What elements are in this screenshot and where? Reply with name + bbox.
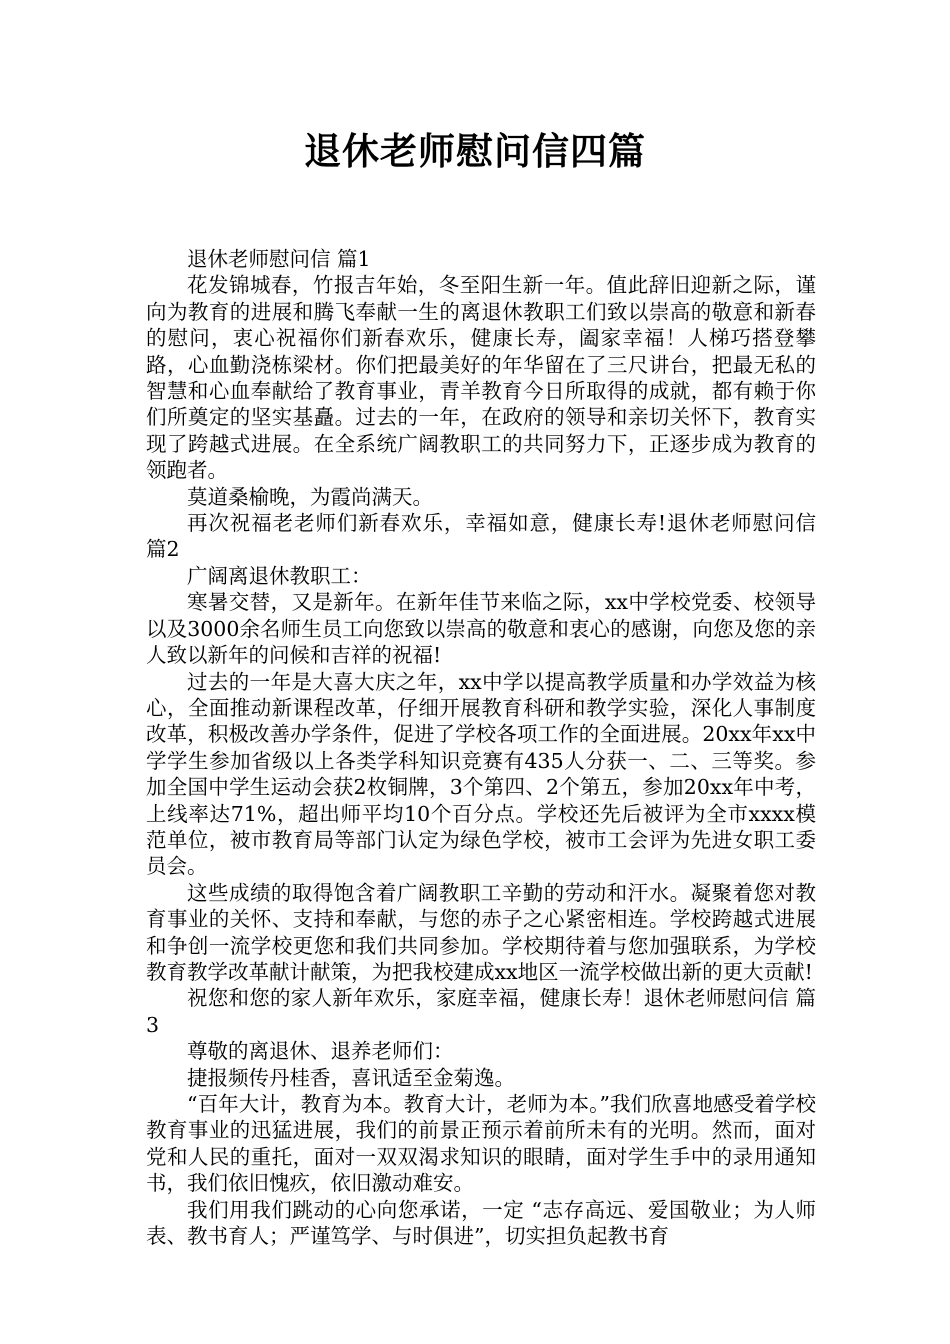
paragraph: 花发锦城春，竹报吉年始，冬至阳生新一年。值此辞旧迎新之际，谨向为教育的进展和腾飞奉献一生的离退休教职工们致以崇高的敬意和新春的慰问，衷心祝福你们新春欢乐，健康长寿，阖家幸福！人梯巧搭登攀路，心血勤浇栋梁材。你们把最美好的年华留在了三尺讲台，把最无私的智慧和心血奉献给了教育事业，青羊教育今日所取得的成就，都有赖于你们所奠定的坚实基矗。过去的一年，在政府的领导和亲切关怀下，教育实现了跨越式进展。在全系统广阔教职工的共同努力下，正逐步成为教育的领跑者。 (146, 273, 816, 483)
paragraph: 我们用我们跳动的心向您承诺，一定 “志存高远、爱国敬业；为人师表、教书育人；严谨笃学、与时俱进”，切实担负起教书育 (146, 1197, 816, 1249)
paragraph: “百年大计，教育为本。教育大计，老师为本。”我们欣喜地感受着学校教育事业的迅猛进展，我们的前景正预示着前所未有的光明。然而，面对党和人民的重托，面对一双双渴求知识的眼睛，面对学生手中的录用通知书，我们依旧愧疚，依旧激动难安。 (146, 1092, 816, 1196)
paragraph: 过去的一年是大喜大庆之年，xx中学以提高教学质量和办学效益为核心，全面推动新课程改革，仔细开展教育科研和教学实验，深化人事制度改革，积极改善办学条件，促进了学校各项工作的全面进展。20xx年xx中学学生参加省级以上各类学科知识竞赛有435人分获一、二、三等奖。参加全国中学生运动会获2枚铜牌，3个第四、2个第五，参加20xx年中考，上线率达71%，超出师平均10个百分点。学校还先后被评为全市xxxx模范单位，被市教育局等部门认定为绿色学校，被市工会评为先进女职工委员会。 (146, 669, 816, 879)
paragraph: 这些成绩的取得饱含着广阔教职工辛勤的劳动和汗水。凝聚着您对教育事业的关怀、支持和奉献，与您的赤子之心紧密相连。学校跨越式进展和争创一流学校更您和我们共同参加。学校期待着与您加强联系，为学校教育教学改革献计献策，为把我校建成xx地区一流学校做出新的更大贡献! (146, 880, 816, 984)
document-body (146, 246, 816, 1249)
paragraph: 祝您和您的家人新年欢乐，家庭幸福，健康长寿！退休老师慰问信 篇3 (146, 986, 816, 1037)
document-title: 退休老师慰问信四篇 (304, 130, 646, 173)
paragraph: 再次祝福老老师们新春欢乐，幸福如意，健康长寿!退休老师慰问信 篇2 (146, 511, 816, 562)
paragraph: 捷报频传丹桂香，喜讯适至金菊逸。 (187, 1065, 515, 1090)
paragraph: 寒暑交替，又是新年。在新年佳节来临之际，xx中学校党委、校领导以及3000余名师生员工向您致以崇高的敬意和衷心的感谢，向您及您的亲人致以新年的问候和吉祥的祝福! (146, 590, 816, 668)
paragraph: 广阔离退休教职工： (187, 563, 372, 588)
paragraph: 尊敬的离退休、退养老师们： (187, 1039, 454, 1064)
paragraph: 退休老师慰问信 篇1 (187, 247, 371, 271)
paragraph: 莫道桑榆晚，为霞尚满天。 (187, 484, 433, 509)
